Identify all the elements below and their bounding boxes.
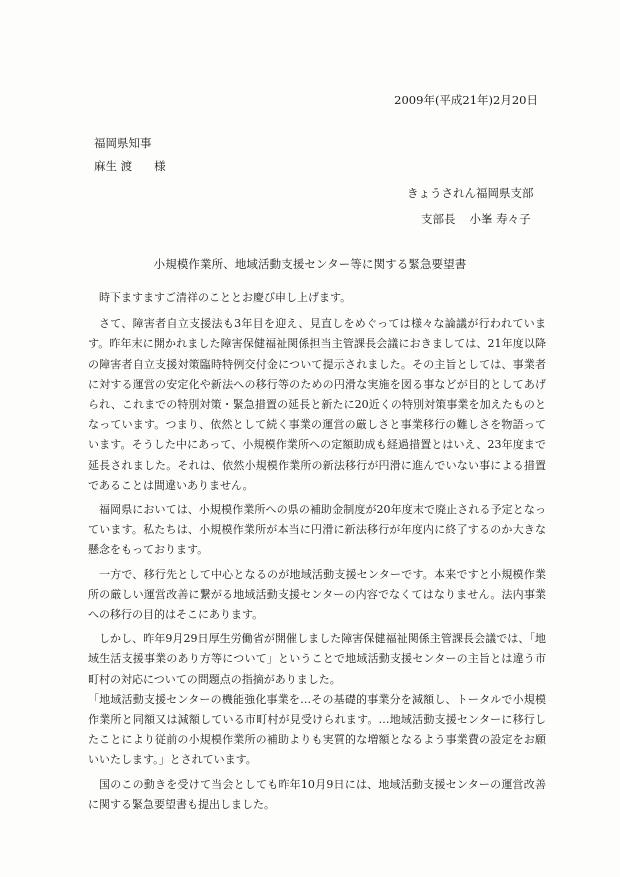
body-paragraph: さて、障害者自立支援法も3年目を迎え、見直しをめぐっては様々な論議が行われています。昨年末に開かれました障害保健福祉関係担当主管課長会議におきましては、21年度以降の障害者自立支援対策臨時特例交付金について提示されました。その主旨としては、事業者に対する運営の安定化や新法への移行等のための円滑な実施を図る事などが目的としてあげられ、これまでの特別対策・緊急措置の延長と新たに20近くの特別対策事業を加えたものとなっています。つまり、依然として続く事業の運営の厳しさと事業移行の難しさを物語っています。そうした中にあって、小規模作業所への定額助成も経過措置とはいえ、23年度まで延長されました。それは、依然小規模作業所の新法移行が円滑に進んでいない事による措置であることは間違いありません。: [88, 317, 546, 492]
letter-body: [88, 288, 546, 815]
body-paragraph: 福岡県においては、小規模作業所への県の補助金制度が20年度末で廃止される予定となっています。私たちは、小規模作業所が本当に円滑に新法移行が年度内に終了するのか大きな懸念をもっております。: [88, 503, 546, 557]
body-paragraph: しかし、昨年9月29日厚生労働省が開催しました障害保健福祉関係主管課長会議では、「地域生活支援事業のあり方等について」ということで地域活動支援センターの主旨とは違う市町村の対応についての問題点の指摘がありました。: [88, 632, 546, 686]
recipient-name: 麻生 渡: [94, 159, 133, 173]
sender-position: 支部長: [421, 212, 456, 226]
body-paragraph-quote: 「地域活動支援センターの機能強化事業を…その基礎的事業分を減額し、トータルで小規模作業所と同額又は減額している市町村が見受けられます。…地域活動支援センターに移行したことにより従前の小規模作業所の補助よりも実質的な増額となるよう事業費の設定をお願いいたします。」とされています。: [88, 692, 546, 767]
recipient-title: 福岡県知事: [94, 136, 152, 150]
recipient-honorific: 様: [154, 159, 166, 173]
sender-title-line: [407, 206, 534, 232]
recipient-block: [94, 132, 166, 178]
body-paragraph-greeting: 時下ますますご清祥のこととお慶び申し上げます。: [99, 291, 352, 304]
sender-block: [407, 180, 534, 232]
sender-name: 小峯 寿々子: [469, 212, 531, 226]
body-paragraph: 国のこの動きを受けて当会としても昨年10月9日には、地域活動支援センターの運営改善に関する緊急要望書も提出しました。: [88, 777, 546, 811]
recipient-name-line: [94, 155, 166, 178]
body-paragraph: 一方で、移行先として中心となるのが地域活動支援センターです。本来ですと小規模作業所の厳しい運営改善に繋がる地域活動支援センターの内容でなくてはなりません。法内事業への移行の目的はそこにあります。: [88, 567, 546, 622]
letter-date: 2009年(平成21年)2月20日: [394, 93, 538, 107]
sender-organization: きょうされん福岡県支部: [407, 186, 534, 200]
letter-subject: 小規模作業所、地域活動支援センター等に関する緊急要望書: [153, 257, 467, 271]
